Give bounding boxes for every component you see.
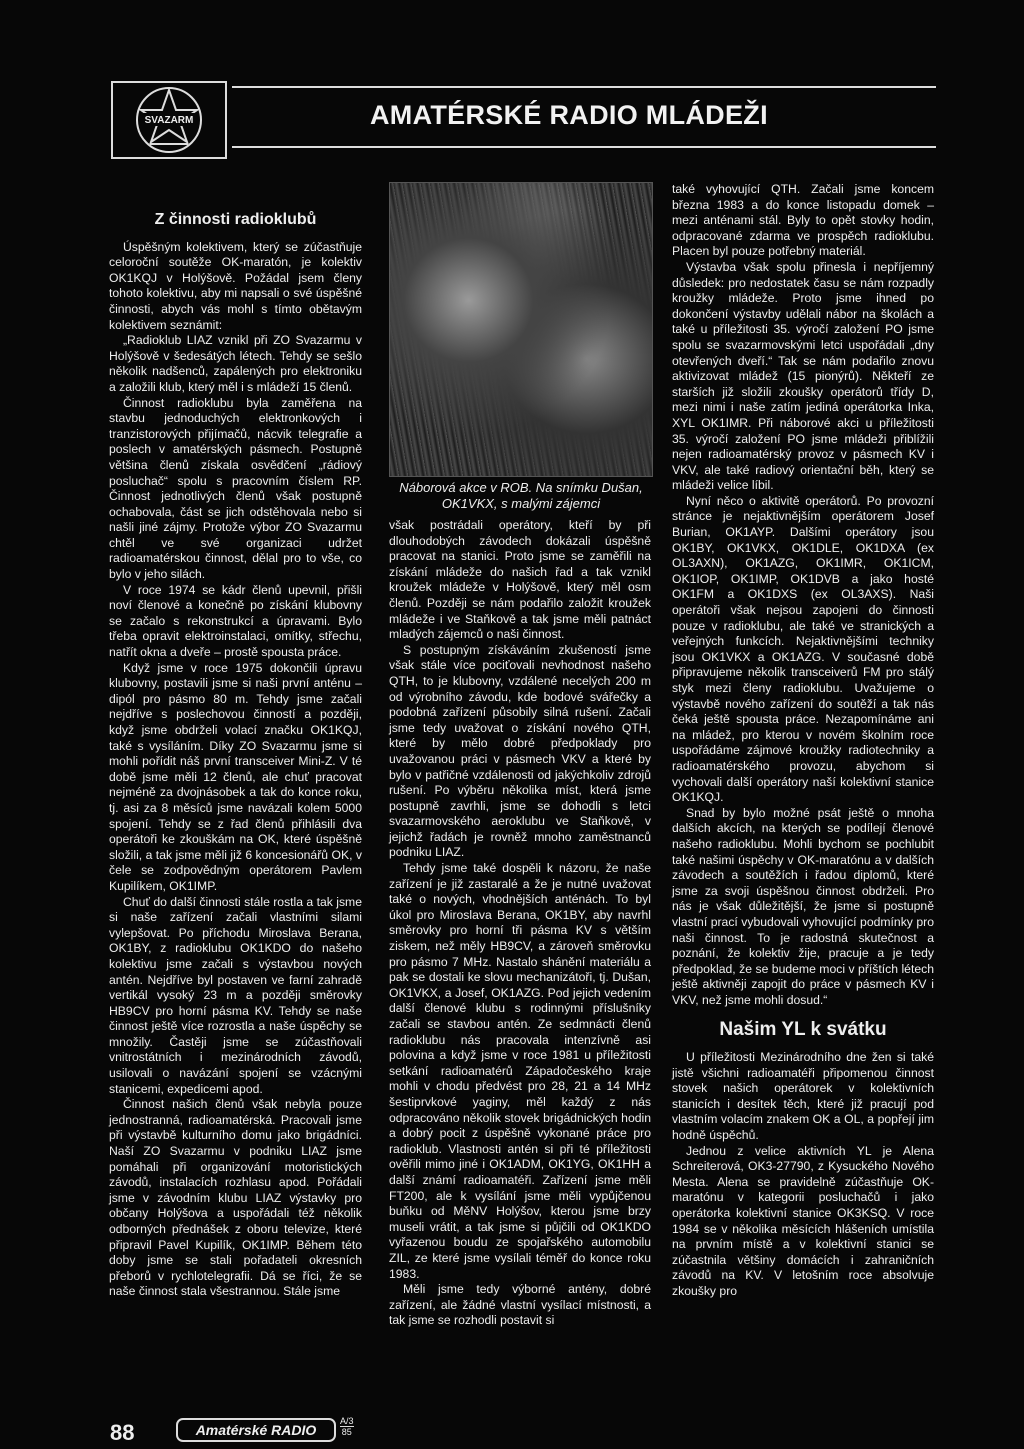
paragraph: Chuť do další činnosti stále rostla a tak jsme si naše zařízení začali vlastními silami vylepšovat. Po příchodu Miroslava Berana, OK1BY, z radioklubu OK1KDO do našeho kolektivu jsme začali s výstavbou nových antén. Nejdříve byl postaven ve farní zahradě vertikál vysoký 23 m a později směrovky HB9CV pro horní pásma KV. Tehdy se naše činnost ještě více rozrostla a naše úspěchy se množily. Častěji jsme se zúčastňovali vnitrostátních i mezinárodních závodů, usilovali o navázání spojení se vzácnými stanicemi, expedicemi apod.	[109, 894, 362, 1096]
issue-bottom: 85	[341, 1427, 352, 1437]
article-column-3	[672, 182, 934, 1300]
paragraph: Činnost radioklubu byla zaměřena na stavbu jednoduchých elektronkových i tranzistorových přijímačů, nácvik telegrafie a poslech v amatérských pásmech. Postupně většina členů získala osvědčení „rádiový posluchač“ spolu s pracovním číslem RP. Činnost jednotlivých členů však postupně ochabovala, část se jich odstěhovala nebo si našli jiné zájmy. Protože výbor ZO Svazarmu chtěl ve své organizaci udržet radioamatérskou činnost, dělal pro to vše, co bylo v jeho silách.	[109, 395, 362, 582]
header-rule-bottom	[232, 146, 936, 148]
paragraph: však postrádali operátory, kteří by při dlouhodobých závodech dokázali úspěšně pracovat na stanici. Proto jsme se zaměřili na získání mládeže do našich řad a tak vznikl kroužek mládeže v Holýšově, který měl osm členů. Později se nám podařilo založit kroužek mládeže i ve Staňkově a tak jsme měli patnáct mladých zájemců o naši činnost.	[389, 518, 651, 642]
article-title-yl: Našim YL k svátku	[719, 1019, 887, 1041]
article-photo	[389, 182, 653, 477]
logo-text: SVAZARM	[144, 115, 194, 126]
paragraph: „Radioklub LIAZ vznikl při ZO Svazarmu v Holýšově v šedesátých létech. Tehdy se sešlo několik nadšenců, zapálených pro elektroniku a založili klub, který měl i s mládeží 15 členů.	[109, 333, 362, 394]
paragraph: Tehdy jsme také dospěli k názoru, že naše zařízení je již zastaralé a že je nutné uvažovat také o nových, vhodnějších anténách. To byl úkol pro Miroslava Berana, OK1BY, aby navrhl směrovky pro horní tři pásma KV s větším ziskem, než měly HB9CV, a zároveň směrovku pro pásmo 7 MHz. Nastalo shánění materiálu a pak se dostali ke slovu mechanizátoři, tj. Dušan, OK1VKX, a Josef, OK1AZG. Pod jejich vedením další členové klubu s rodinnými příslušníky začali se stavbou antén. Ze sedmnácti členů radioklubu nás pracovala intenzívně asi polovina a když jsme v roce 1981 u příležitosti setkání radioamatérů Západočeského kraje mohli v chodu předvést pro 28, 21 a 14 MHz šestiprvkové yaginy, měl každý z nás odpracováno několik stovek brigádnických hodin a dobrý pocit z úspěšně vykonané práce pro radioklub. Vlastnosti antén si při té příležitosti ověřili mimo jiné i OK1ADM, OK1YG, OK1HH a další známí radioamatéři. Zařízení jsme měli FT200, ale k vysílání jsme měli vypůjčenou buňku od MěNV Holýšov, kterou jsme brzy museli vrátit, a tak jsme si půjčili od OK1KDO vyřazenou boudu ze spojařského automobilu ZIL, ze které jsme vysílali téměř do konce roku 1983.	[389, 861, 651, 1281]
paragraph: Jednou z velice aktivních YL je Alena Schreiterová, OK3-27790, z Kysuckého Nového Mesta. Alena se pravidelně zúčastňuje OK-maratónu v kategorii posluchačů i jako operátorka kolektivní stanice OK3KSQ. V roce 1984 se v několika měsících hlášeních umístila na prvním místě a v kolektivní stanici se zúčastnila většiny domácích i zahraničních závodů na KV. V letošním roce absolvuje zkoušky pro	[672, 1143, 934, 1298]
paragraph: Úspěšným kolektivem, který se zúčastňuje celoroční soutěže OK-maratón, je kolektiv OK1KQJ v Holýšově. Požádal jsem členy tohoto kolektivu, aby mi napsali o své úspěšné činnosti, abych vás mohl s tímto obětavým kolektivem seznámit:	[109, 239, 362, 332]
paragraph: Nyní něco o aktivitě operátorů. Po provozní stránce je nejaktivnějším operátorem Josef Burian, OK1AYP. Dalšími operátory jsou OK1BY, OK1VKX, OK1DLE, OK1DXA (ex OL3AXN), OK1AZG, OK1IMR, OK1ICM, OK1IOP, OK1IMP, OK1DVB a jako hosté OK1FM a OK1DXS (ex OL3AXS). Naši operátoři však nejsou zapojeni do činnosti pouze v radioklubu, ale také ve stranických a veřejných funkcích. Nejaktivnějšími techniky jsou OK1VKX a OK1AZG. V současné době připravujeme několik transceiverů FM pro stálý styk mezi členy radioklubu. Uvažujeme o výstavbě nového zařízení do soutěží a tak nás čeká ještě spousta práce. Nezapomínáme ani na mládež, pro kterou v novém školním roce uspořádáme zájmové kroužky radiotechniky a radioamatérského provozu, abychom si vychovali další operátory naší kolektivní stanice OK1KQJ.	[672, 493, 934, 805]
section-title: AMATÉRSKÉ RADIO MLÁDEŽI	[370, 100, 768, 130]
paragraph: Činnost našich členů však nebyla pouze jednostranná, radioamatérská. Pracovali jsme při výstavbě kulturního domu jako brigádníci. Naší ZO Svazarmu v podniku LIAZ jsme pomáhali při organizování motoristických závodů, instalacích rozhlasu apod. Pořádali jsme v závodním klubu LIAZ výstavky pro občany Holýšova a uspořádali též několik odborných přednášek z oboru televize, které připravil Pavel Kupilík, OK1IMP. Během této doby jsme se stali pořadateli okresních přeborů v rychlotelegrafii. Dá se říci, že se naše činnost stala všestrannou. Stále jsme	[109, 1097, 362, 1299]
paragraph: Výstavba však spolu přinesla i nepříjemný důsledek: pro nedostatek času se nám rozpadly kroužky mládeže. Proto jsme ihned po dokončení výstavby udělali nábor na školách a také u příležitosti 35. výročí založení PO jsme spolu se svazarmovskými letci uspořádali „dny otevřených dveří.“ Tak se nám podařilo znovu aktivizovat mládež (15 pionýrů). Někteří ze starších již složili zkoušky operátorů třídy D, mezi nimi i naše zatím jediná operátorka Inka, XYL OK1IMR. Při náborové akci u příležitosti 35. výročí založení PO jsme mládeži přiblížili nejen radioamatérský provoz v pásmech KV i VKV, ale také radiový orientační běh, který se mládeži velice líbil.	[672, 259, 934, 493]
issue-number	[340, 1416, 354, 1437]
paragraph: S postupným získáváním zkušeností jsme však stále více pociťovali nevhodnost našeho QTH, to je klubovny, vzdálené necelých 200 m od výrobního závodu, kde bodové svářečky a podobná zařízení působily silná rušení. Začali jsme tedy uvažovat o získání nového QTH, které by mělo dobré předpoklady pro uvažovanou práci v pásmech VKV a které by bylo v patřičné vzdálenosti od jakýchkoliv zdrojů rušení. Po výběru několika míst, která jsme postupně zavrhli, jsme se dohodli s letci svazarmovského aeroklubu ve Staňkově, v jejichž řadách je rovněž mnoho zaměstnanců podniku LIAZ.	[389, 642, 651, 860]
article-title: Z činnosti radioklubů	[154, 211, 317, 228]
issue-top: A/3	[340, 1416, 354, 1426]
paragraph: Měli jsme tedy výborné antény, dobré zařízení, ale žádné vlastní vysílací místnosti, a tak jsme se rozhodli postavit si	[389, 1282, 651, 1328]
photo-caption: Náborová akce v ROB. Na snímku Dušan, OK1VKX, s malými zájemci	[399, 480, 643, 511]
page-number: 88	[110, 1420, 135, 1445]
paragraph: Když jsme v roce 1975 dokončili úpravu klubovny, postavili jsme si naši první anténu – dipól pro pásmo 80 m. Tehdy jsme začali nejdříve s poslechovou činností a později, když jsme obdrželi volací značku OK1KQJ, také s vysíláním. Díky ZO Svazarmu jsme si mohli pořídit náš první transceiver Mini-Z. V té době jsme měli 12 členů, ale chuť pracovat nejméně za dvojnásobek a tak do konce roku, tj. asi za 8 měsíců jsme navázali kolem 5000 spojení. Tehdy se z řad členů přihlásili dva operátoři ke zkouškám na OK, které úspěšně složili, a tak jsme měli již 6 koncesionářů OK, v čele se zodpovědným operátorem Pavlem Kupilíkem, OK1IMP.	[109, 660, 362, 893]
svazarm-logo	[110, 80, 228, 160]
magazine-logo-text: Amatérské RADIO	[195, 1422, 317, 1438]
paragraph: V roce 1974 se kádr členů upevnil, přišli noví členové a konečně po získání klubovny se začalo s rekonstrukcí a úpravami. Bylo třeba opravit elektroinstalaci, omítky, střechu, natřít okna a dveře – prostě spousta práce.	[109, 582, 362, 660]
magazine-logo	[176, 1418, 336, 1442]
paragraph: také vyhovující QTH. Začali jsme koncem března 1983 a do konce listopadu domek – mezi anténami stál. Byly to opět stovky hodin, odpracované zdarma ve prospěch radioklubu. Placen byl pouze potřebný materiál.	[672, 182, 934, 259]
header-rule-top	[232, 86, 936, 88]
article-column-1	[109, 212, 362, 1300]
article-column-2	[389, 518, 651, 1329]
paragraph: U příležitosti Mezinárodního dne žen si také jistě všichni radioamatéři připomenou činnost stovek našich operátorek v kolektivních stanicích i desítek těch, které již pracují pod vlastním volacím znakem OK a OL, a popřejí jim hodně úspěchů.	[672, 1050, 934, 1143]
paragraph: Snad by bylo možné psát ještě o mnoha dalších akcích, na kterých se podílejí členové našeho radioklubu. Mohli bychom se pochlubit také našimi úspěchy v OK-maratónu a v dalších závodech a soutěžích i řadou diplomů, které jsme za svoji úspěšnou činnost obdrželi. Pro nás je však důležitější, že jsme si postupně vlastní prací vybudovali vyhovující podmínky pro naši činnost. To je radostná skutečnost a poznání, že kolektiv žije, pracuje a je tedy předpoklad, že se budeme moci v příštích létech ještě aktivněji zapojit do práce v pásmech KV i VKV, než jsme mohli dosud.“	[672, 805, 934, 1007]
